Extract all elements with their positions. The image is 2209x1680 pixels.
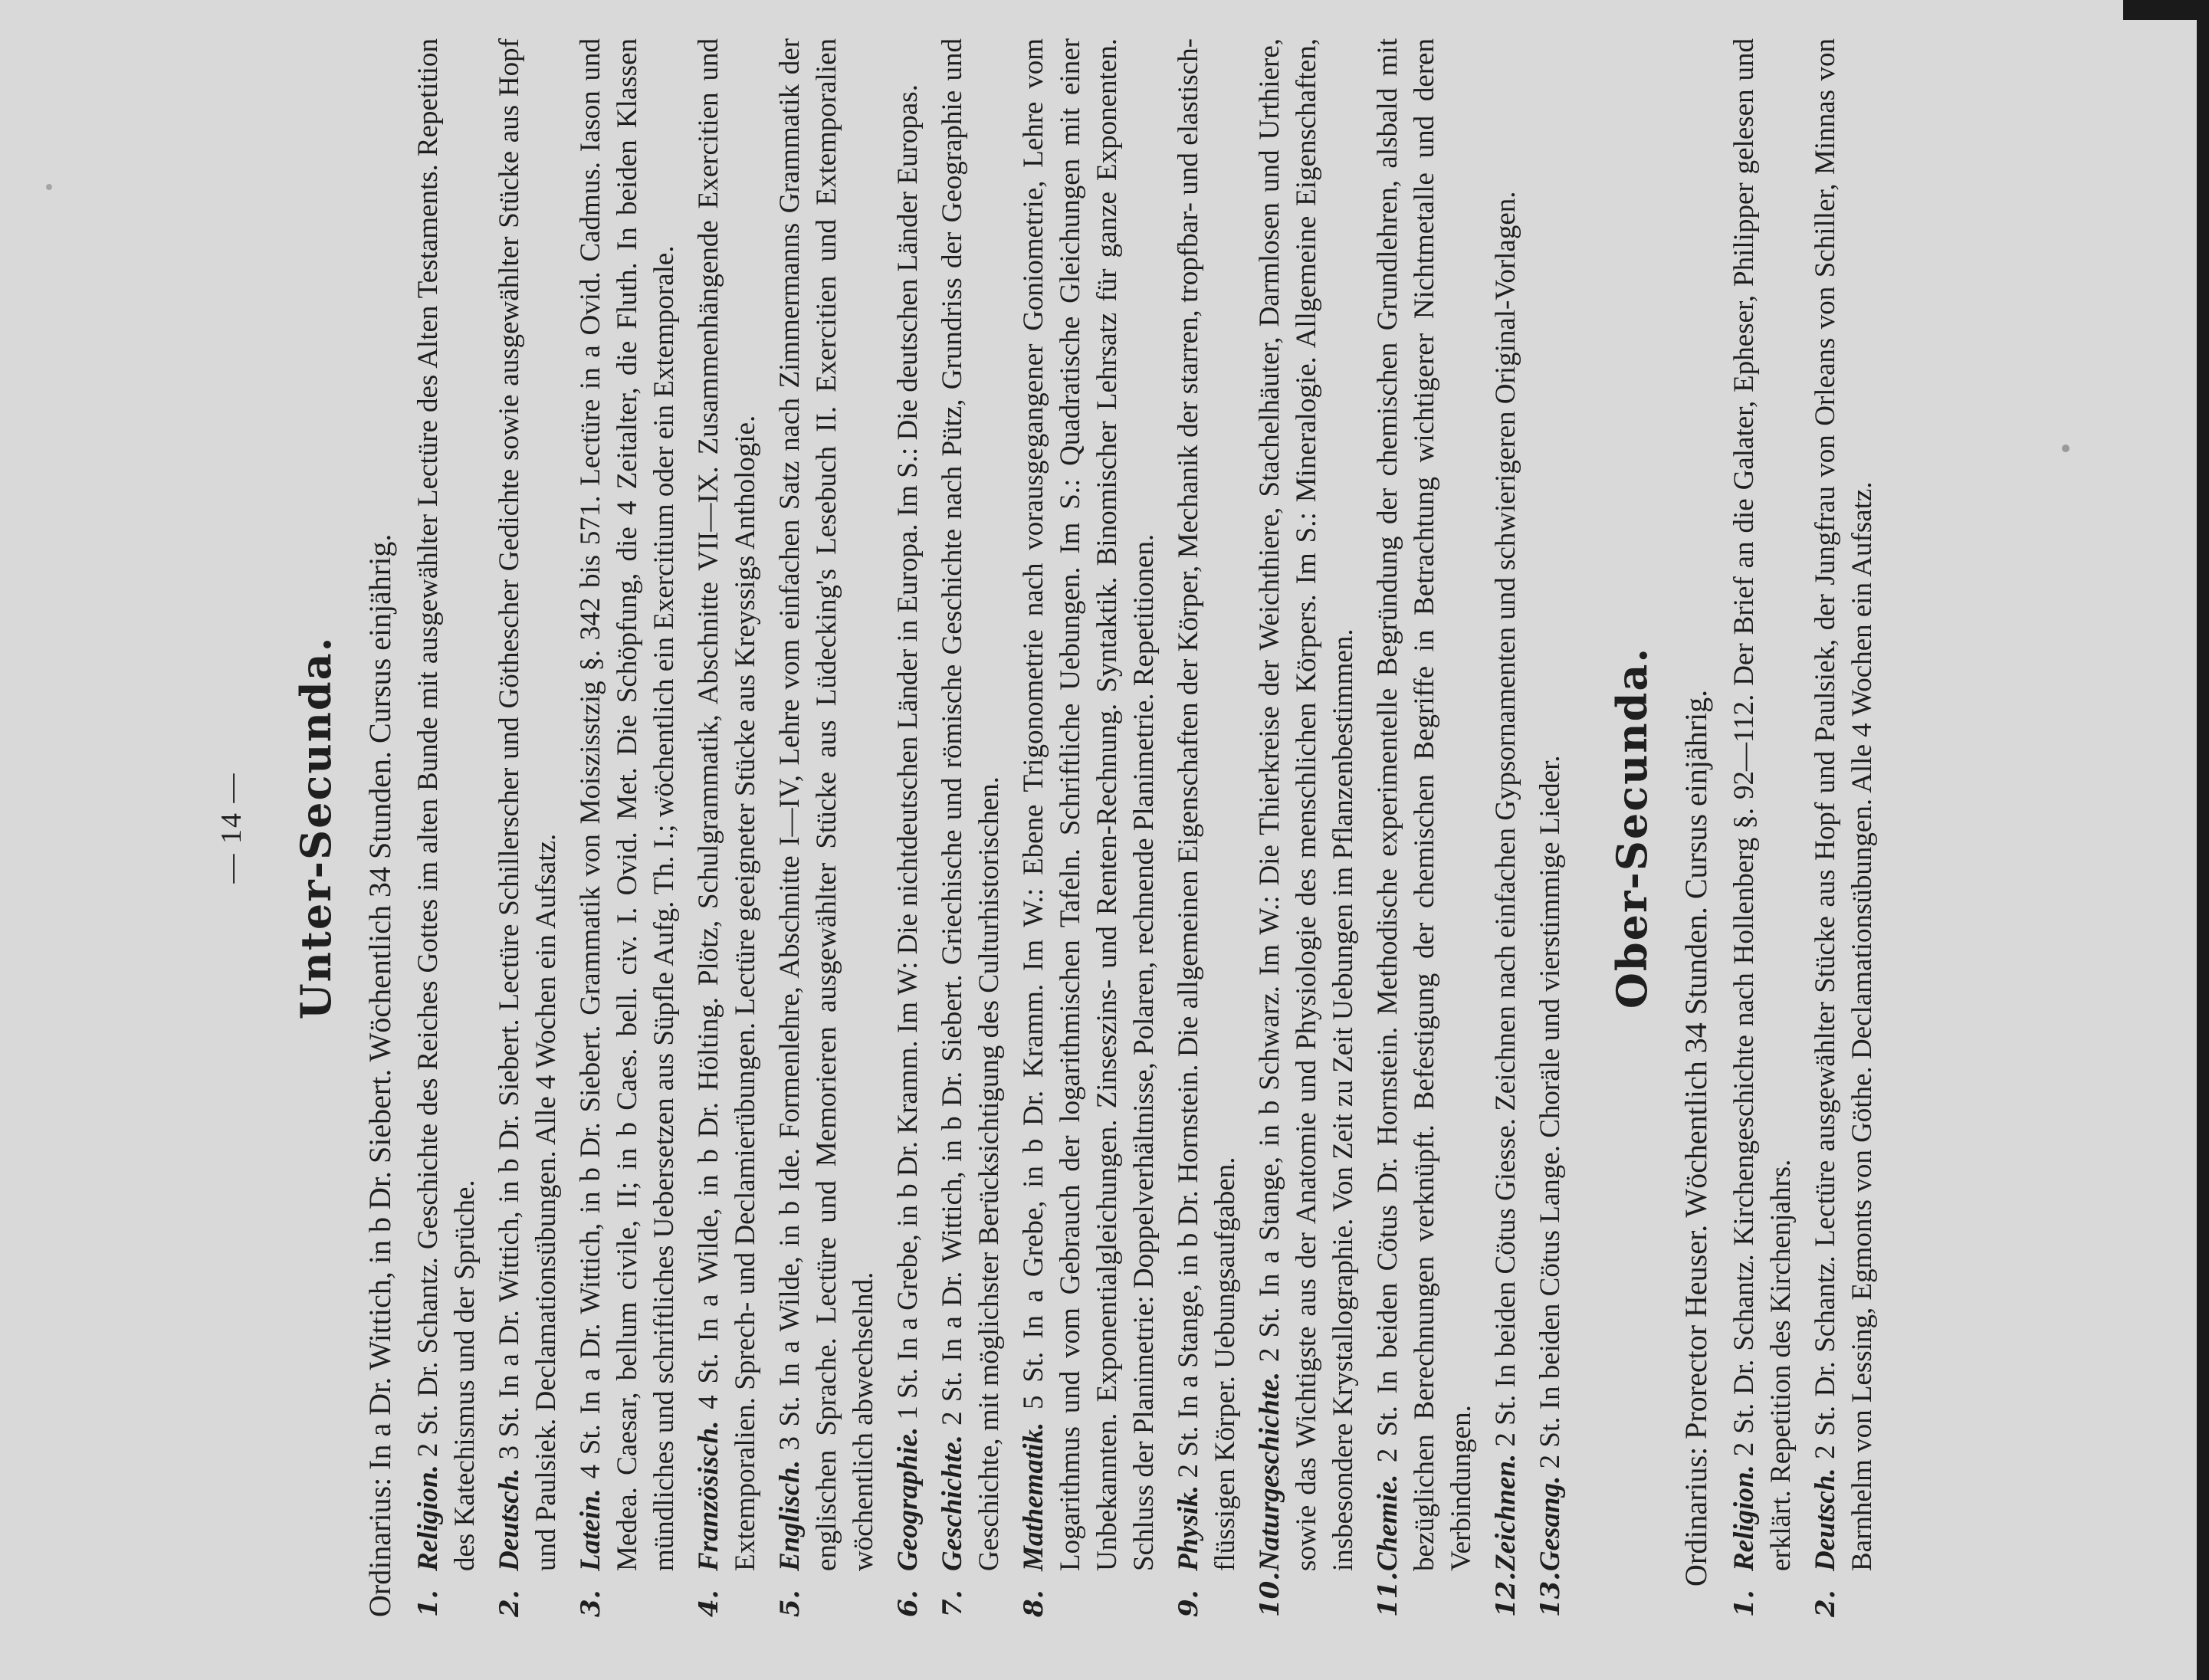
- subject-entry: [573, 38, 683, 1617]
- subject-name: Geschichte.: [937, 1435, 968, 1571]
- section-heading-unter-secunda: Unter-Secunda.: [291, 635, 340, 1020]
- entry-number: 8.: [1019, 1590, 1049, 1617]
- entry-number: 11.: [1373, 1571, 1403, 1617]
- subject-description: 3 St. In a Wilde, in b Ide. Formenlehre, Abschnitte I—IV, Lehre vom einfachen Satz nach Zimmermanns Grammatik der englischen Sprache. Lectüre und Memorieren ausgewählter Stücke aus Lüdecking's Lesebuch II. Exercitien und Extemporalien wöchentlich abwechselnd.: [774, 38, 879, 1571]
- scan-border-top: [2123, 0, 2209, 20]
- subject-entry: [772, 38, 882, 1617]
- subject-description: 2 St. In beiden Cötus Giesse. Zeichnen nach einfachen Gypsornamenten und schwierigeren Original-Vorlagen.: [1490, 191, 1521, 1454]
- paper-spot: [46, 184, 52, 190]
- subject-description: 4 St. In a Wilde, in b Dr. Hölting. Plötz, Schulgrammatik, Abschnitte VII—IX. Zusammenhängende Exercitien und Extemporalien. Sprech- und Declamierübungen. Lectüre geeigneter Stücke aus Kreyssigs Anthologie.: [693, 38, 761, 1571]
- subject-entry: [691, 38, 764, 1617]
- subject-entry: [491, 38, 565, 1617]
- subject-list-ober-secunda: [1726, 38, 1889, 1617]
- subject-entry: [1170, 38, 1244, 1617]
- entry-number: 2.: [1810, 1590, 1841, 1617]
- subject-name: Englisch.: [774, 1460, 806, 1571]
- entry-number: 1.: [413, 1590, 444, 1617]
- subject-description: 2 St. In beiden Cötus Dr. Hornstein. Methodische experimentelle Begründung der chemischen Grundlehren, alsbald mit bezüglichen Berechnungen verknüpft. Befestigung der chemischen Begriffe in Betrachtung wichtigerer Nichtmetalle und deren Verbindungen.: [1372, 38, 1477, 1571]
- subject-entry: [1016, 38, 1163, 1617]
- subject-name: Geographie.: [892, 1426, 924, 1571]
- entry-number: 4.: [694, 1590, 724, 1617]
- subject-name: Naturgeschichte.: [1254, 1371, 1285, 1571]
- entry-number: 1.: [1729, 1590, 1760, 1617]
- entry-number: 13.: [1535, 1571, 1566, 1617]
- subject-name: Mathematik.: [1018, 1422, 1049, 1571]
- entry-number: 3.: [576, 1590, 606, 1617]
- subject-description: 2 St. In a Stange, in b Dr. Hornstein. Die allgemeinen Eigenschaften der Körper, Mechanik der starren, tropfbar- und elastisch-flüssigen Körper. Uebungsaufgaben.: [1173, 38, 1241, 1571]
- entry-number: 5.: [775, 1590, 806, 1617]
- subject-description: 4 St. In a Dr. Wittich, in b Dr. Siebert. Grammatik von Moiszisstzig §. 342 bis 571. Lectüre in a Ovid. Cadmus. Iason und Medea. Caesar, bellum civile, II; in b Caes. bell. civ. I. Ovid. Met. Die Schöpfung, die 4 Zeitalter, die Fluth. In beiden Klassen mündliches und schriftliches Uebersetzen aus Süpfle Aufg. Th. I.; wöchentlich ein Exercitium oder ein Extemporale.: [575, 38, 680, 1571]
- subject-name: Gesang.: [1534, 1475, 1566, 1571]
- section-heading-ober-secunda: Ober-Secunda.: [1607, 646, 1656, 1009]
- subject-name: Deutsch.: [494, 1468, 525, 1571]
- subject-name: Chemie.: [1372, 1474, 1403, 1571]
- subject-name: Latein.: [575, 1488, 606, 1571]
- subject-description: 3 St. In a Dr. Wittich, in b Dr. Siebert. Lectüre Schillerscher und Göthescher Gedichte sowie ausgewählter Stücke aus Hopf und Paulsiek. Declamationsübungen. Alle 4 Wochen ein Aufsatz.: [494, 38, 562, 1571]
- subject-entry: [1726, 38, 1800, 1617]
- rotated-page-content: [215, 38, 2184, 1617]
- ordinarius-line: [360, 38, 400, 1617]
- subject-name: Religion.: [412, 1465, 444, 1571]
- subject-entry: [1532, 38, 1569, 1617]
- subject-entry: [410, 38, 484, 1617]
- subject-list-unter-secunda: [410, 38, 1577, 1617]
- ordinarius-text: Ordinarius: Prorector Heuser. Wöchentlich 34 Stunden. Cursus einjährig.: [1679, 689, 1713, 1586]
- subject-name: Physik.: [1173, 1485, 1204, 1571]
- subject-name: Zeichnen.: [1490, 1453, 1521, 1571]
- subject-description: 5 St. In a Grebe, in b Dr. Kramm. Im W.: Ebene Trigonometrie nach vorausgegangener Goniometrie, Lehre vom Logarithmus und vom Gebrauch der logarithmischen Tafeln. Schriftliche Uebungen. Im S.: Quadratische Gleichungen mit einer Unbekannten. Exponentialgleichungen. Zinseszins- und Renten-Rechnung. Syntaktik. Binomischer Lehrsatz für ganze Exponenten. Schluss der Planimetrie: Doppelverhältnisse, Polaren, rechnende Planimetrie. Repetitionen.: [1018, 38, 1160, 1571]
- subject-description: 1 St. In a Grebe, in b Dr. Kramm. Im W: Die nichtdeutschen Länder in Europa. Im S.: Die deutschen Länder Europas.: [892, 84, 924, 1427]
- entry-number: 7.: [937, 1590, 968, 1617]
- subject-description: 2 St. Dr. Schantz. Geschichte des Reiches Gottes im alten Bunde mit ausgewählter Lectüre des Alten Testaments. Repetition des Katechismus und der Sprüche.: [412, 38, 481, 1571]
- ordinarius-line-ober: [1676, 8, 1716, 1617]
- subject-description: 2 St. In a Stange, in b Schwarz. Im W.: Die Thierkreise der Weichthiere, Stachelhäuter, Darmlosen und Urthiere, sowie das Wichtigste aus der Anatomie und Physiologie des menschlichen Körpers. Im S.: Mineralogie. Allgemeine Eigenschaften, insbesondere Krystallographie. Von Zeit zu Zeit Uebungen im Pflanzenbestimmen.: [1254, 38, 1359, 1571]
- entry-number: 9.: [1173, 1590, 1204, 1617]
- subject-entry: [934, 38, 1008, 1617]
- scan-border-right: [2197, 0, 2209, 1680]
- entry-number: 10.: [1255, 1571, 1285, 1617]
- subject-description: 2 St. Dr. Schantz. Kirchengeschichte nach Hollenberg §. 92—112. Der Brief an die Galater, Epheser, Philipper gelesen und erklärt. Repetition des Kirchenjahrs.: [1728, 38, 1797, 1571]
- subject-entry: [1807, 38, 1881, 1617]
- subject-name: Deutsch.: [1810, 1468, 1841, 1571]
- page-number: — 14 —: [215, 772, 248, 884]
- subject-entry: [1252, 38, 1362, 1617]
- entry-number: 2.: [494, 1590, 525, 1617]
- subject-entry: [1370, 38, 1480, 1617]
- subject-description: 2 St. Dr. Schantz. Lectüre ausgewählter Stücke aus Hopf und Paulsiek, der Jungfrau von Orleans von Schiller, Minnas von Barnhelm von Lessing, Egmonts von Göthe. Declamationsübungen. Alle 4 Wochen ein Aufsatz.: [1810, 38, 1878, 1571]
- subject-entry: [1488, 38, 1525, 1617]
- subject-description: 2 St. In a Dr. Wittich, in b Dr. Siebert. Griechische und römische Geschichte nach Pütz, Grundriss der Geographie und Geschichte, mit möglichster Berücksichtigung des Culturhistorischen.: [937, 38, 1005, 1571]
- ordinarius-text: Ordinarius: In a Dr. Wittich, in b Dr. Siebert. Wöchentlich 34 Stunden. Cursus einjährig.: [363, 533, 397, 1617]
- subject-name: Französisch.: [693, 1420, 724, 1571]
- entry-number: 6.: [893, 1590, 924, 1617]
- entry-number: 12.: [1491, 1571, 1521, 1617]
- subject-description: 2 St. In beiden Cötus Lange. Choräle und vierstimmige Lieder.: [1534, 755, 1566, 1476]
- subject-entry: [890, 38, 927, 1617]
- subject-name: Religion.: [1728, 1465, 1760, 1571]
